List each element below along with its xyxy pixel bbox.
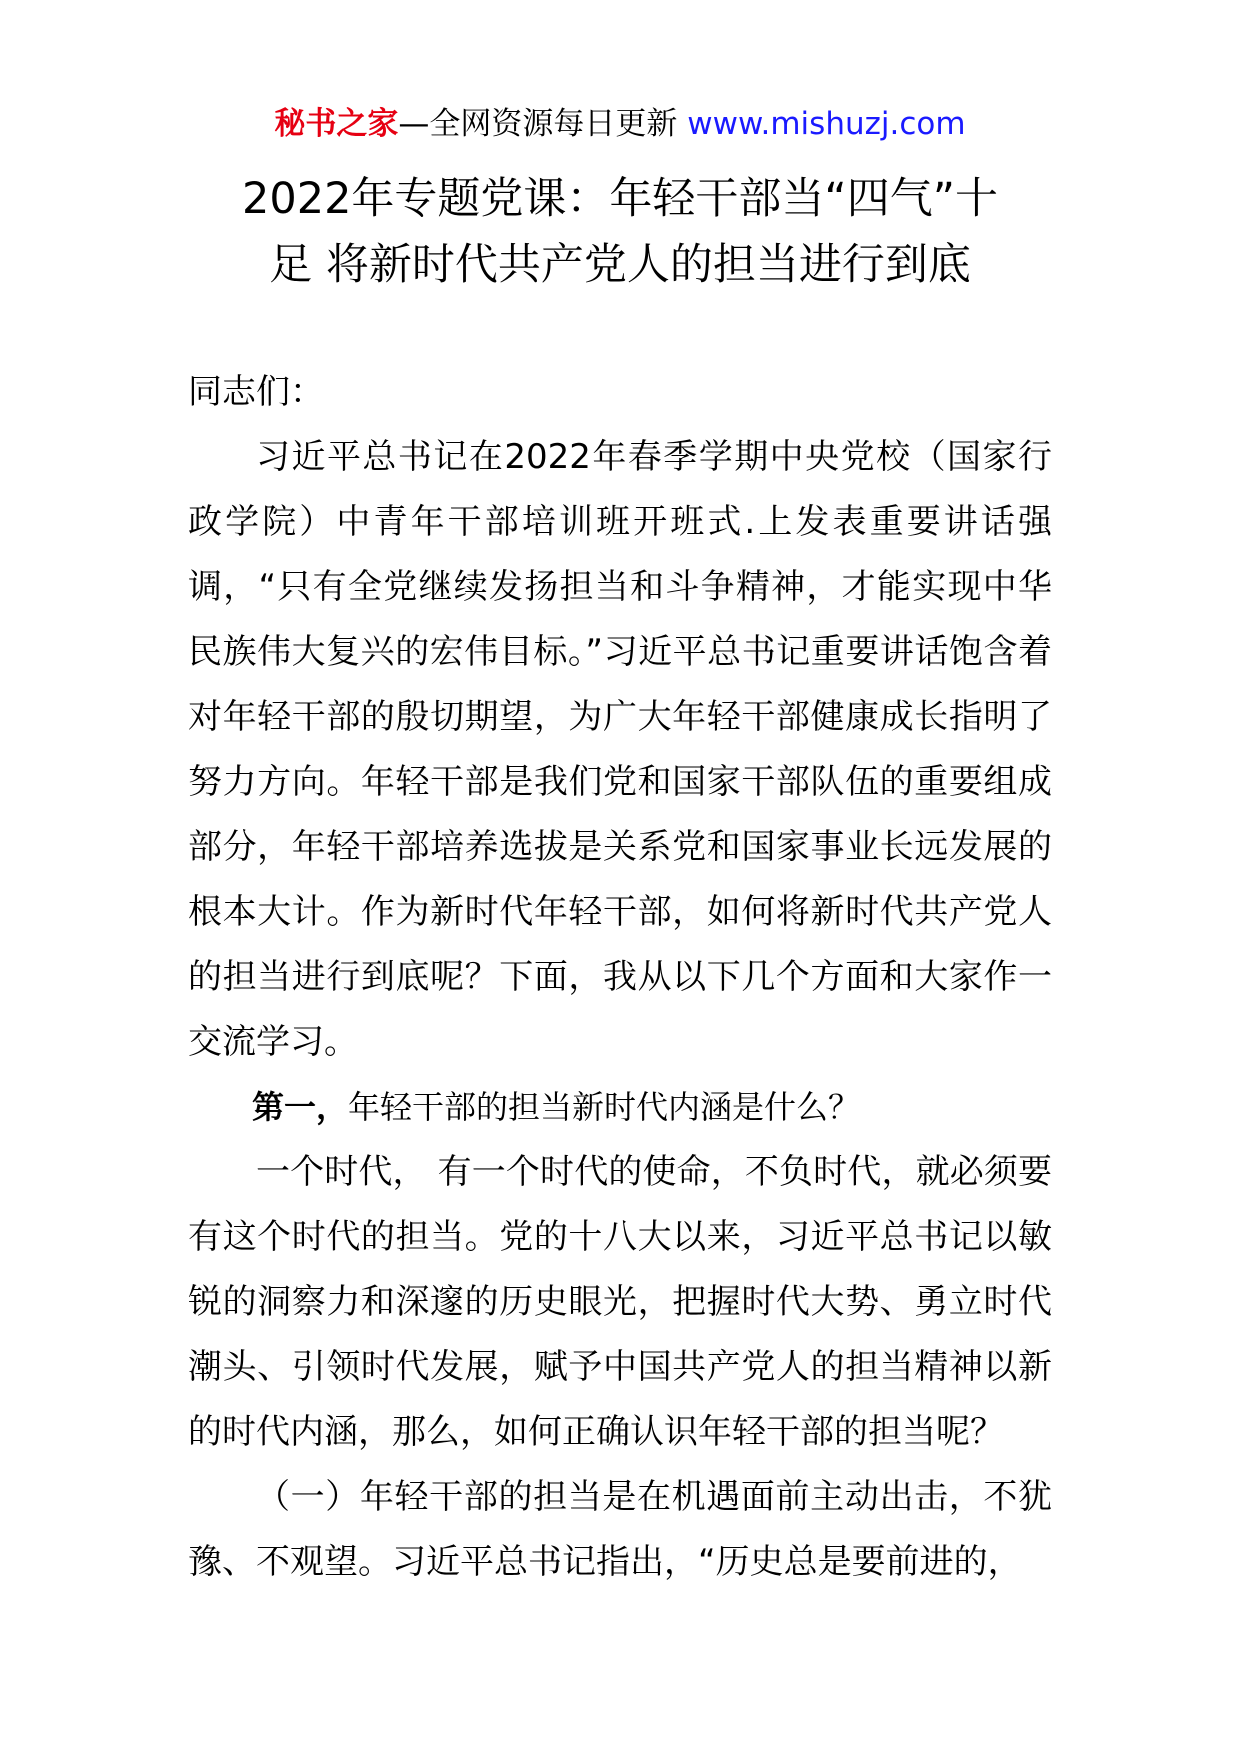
site-brand: 秘书之家 xyxy=(274,106,399,142)
paragraph-point-1: （一）年轻干部的担当是在机遇面前主动出击，不犹豫、不观望。习近平总书记指出，“历史总是要前进的， xyxy=(188,1477,1052,1582)
section-heading-1 xyxy=(188,1075,1052,1140)
document-body xyxy=(188,360,1052,1595)
salutation: 同志们： xyxy=(188,372,324,412)
section-heading-label: 第一， xyxy=(252,1088,349,1126)
paragraph-era: 一个时代， 有一个时代的使命，不负时代，就必须要有这个时代的担当。党的十八大以来，习近平总书记以敏锐的洞察力和深邃的历史眼光，把握时代大势、勇立时代潮头、引领时代发展，赋予中国共产党人的担当精神以新的时代内涵，那么，如何正确认识年轻干部的担当呢？ xyxy=(188,1152,1052,1452)
title-line-1: 2022年专题党课：年轻干部当“四气”十 xyxy=(242,174,998,224)
title-line-2: 足 将新时代共产党人的担当进行到底 xyxy=(269,240,971,290)
site-header xyxy=(0,102,1240,146)
section-heading-text: 年轻干部的担当新时代内涵是什么？ xyxy=(348,1088,861,1126)
site-tagline: —全网资源每日更新 xyxy=(398,106,688,142)
site-url-link[interactable]: www.mishuzj.com xyxy=(687,106,966,142)
document-title xyxy=(188,166,1052,298)
paragraph-intro: 习近平总书记在2022年春季学期中央党校（国家行政学院）中青年干部培训班开班式.上发表重要讲话强调，“只有全党继续发扬担当和斗争精神，才能实现中华民族伟大复兴的宏伟目标。”习近平总书记重要讲话饱含着对年轻干部的殷切期望，为广大年轻干部健康成长指明了努力方向。年轻干部是我们党和国家干部队伍的重要组成部分，年轻干部培养选拔是关系党和国家事业长远发展的根本大计。作为新时代年轻干部，如何将新时代共产党人的担当进行到底呢？下面，我从以下几个方面和大家作一交流学习。 xyxy=(188,437,1052,1062)
